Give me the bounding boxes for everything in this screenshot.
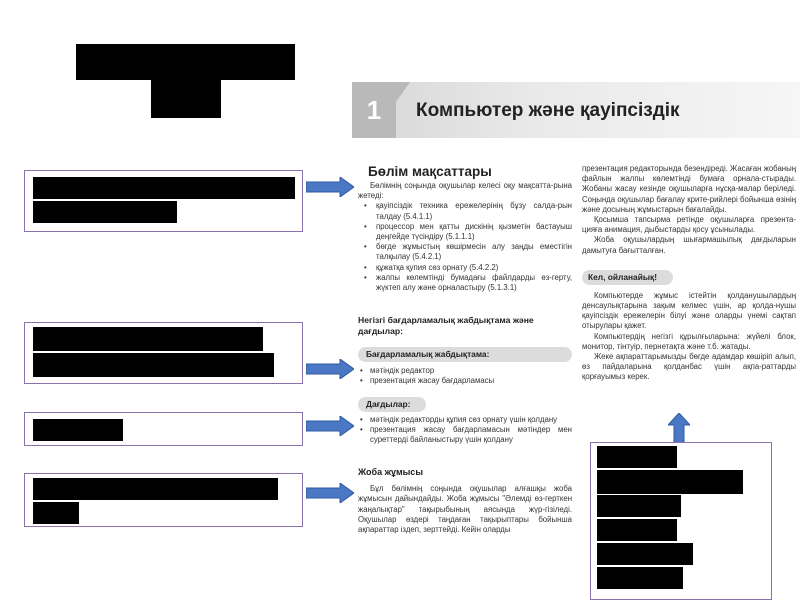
objectives-intro: Бөлімнің соңында оқушылар келесі оқу мақсатта-рына жетеді: <box>358 181 572 201</box>
chapter-number: 1 <box>352 82 396 138</box>
redacted-callout-text <box>597 567 683 589</box>
redacted-callout-text <box>597 470 743 494</box>
project-heading: Жоба жұмысы <box>358 467 423 478</box>
right-paragraph: Компьютерде жұмыс істейтін қолданушылардың денсаулықтарына зақым келмес үшін, ар қолда-нушы қауіпсіздік ережелерін білуі және оларды үнемі сақтап отырулары қажет. <box>582 290 796 331</box>
objective-item: • бөгде жұмыстың көшірмесін алу заңды еместігін талқылау (5.4.2.1) <box>358 242 572 262</box>
right-column <box>582 164 796 383</box>
think-pill-label: Кел, ойланайық! <box>582 270 673 285</box>
objectives-heading: Бөлім мақсаттары <box>368 164 492 179</box>
right-paragraph: презентация редакторында безендіреді. Жасаған жобаның файлын жалпы көлемтінді бумаға орнала-стырады. Жобаны жасау кезінде оқушыларға нұсқа-малар беріледі. Соңында оқушылар бағалау крите-рийлері бойынша өзінің және досының жұмыстарын бағалайды. <box>582 164 796 214</box>
project-text: Бұл бөлімнің соңында оқушылар алғашқы жоба жұмысын дайындайды. Жоба жұмысы "Әлемді өз-герткен жаңалықтар" тақырыбының аясында жүр-гізіледі. Оқушылар өздері таңдаған тақырыптары бойынша ақпараттар іздеп, зерттейді. Кейін оларды <box>358 484 572 535</box>
right-paragraph: Компьютердің негізгі құрылғыларына: жүйелі блок, монитор, тінтуір, пернетақта және т.б. жатады. <box>582 331 796 351</box>
software-item: • мәтіндік редактор <box>358 366 572 376</box>
arrow-right-icon <box>306 359 354 379</box>
redacted-callout-text <box>33 478 278 500</box>
redacted-callout-text <box>33 353 274 377</box>
software-item: • презентация жасау бағдарламасы <box>358 376 572 386</box>
redacted-callout-text <box>597 519 677 541</box>
callout-box-objectives <box>24 170 303 232</box>
right-paragraph: Жеке ақпараттарымызды бөгде адамдар көшіріп алып, өз пайдаларына қолданбас үшін ақпа-раттарды қорғауымыз керек. <box>582 352 796 382</box>
redacted-callout-text <box>33 419 123 441</box>
right-paragraph: Жоба оқушылардың шығармашылық дағдыларын дамытуға бағытталған. <box>582 235 796 255</box>
redacted-callout-text <box>33 502 79 524</box>
right-paragraph: Қосымша тапсырма ретінде оқушыларға презента-цияға анимация, дыбыстарды қосу ұсынылады. <box>582 215 796 235</box>
chapter-corner-decoration <box>396 82 410 102</box>
skills-pill-label: Дағдылар: <box>358 397 426 412</box>
skills-item: • презентация жасау бағдарламасын мәтіндер мен суреттерді байланыстыру үшін қолдану <box>358 425 572 445</box>
callout-box-project <box>24 473 303 527</box>
callout-box-skills <box>24 412 303 446</box>
redacted-callout-text <box>597 446 677 468</box>
redacted-callout-text <box>33 201 177 223</box>
software-heading: Негізгі бағдарламалық жабдықтама және дағдылар: <box>358 315 534 337</box>
arrow-up-icon <box>668 413 690 443</box>
redacted-callout-text <box>597 495 681 517</box>
redacted-callout-text <box>597 543 693 565</box>
arrow-right-icon <box>306 416 354 436</box>
skills-item: • мәтіндік редакторды құпия сөз орнату үшін қолдану <box>358 415 572 425</box>
chapter-title: Компьютер және қауіпсіздік <box>416 100 680 121</box>
redacted-callout-text <box>33 177 295 199</box>
arrow-right-icon <box>306 177 354 197</box>
redacted-title-line-1 <box>76 44 295 80</box>
arrow-right-icon <box>306 483 354 503</box>
redacted-callout-text <box>33 327 263 351</box>
objective-item: • құжатқа қупия сөз орнату (5.4.2.2) <box>358 263 572 273</box>
redacted-title-line-2 <box>151 80 221 118</box>
objective-item: • процессор мен қатты дискінің қызметін бастауыш деңгейде түсіндіру (5.1.1.1) <box>358 222 572 242</box>
callout-box-think <box>590 442 772 600</box>
software-pill-label: Бағдарламалық жабдықтама: <box>358 347 572 362</box>
middle-column <box>358 164 572 535</box>
callout-box-software <box>24 322 303 384</box>
objective-item: • жалпы көлемтінді бумадағы файлдарды өз-герту, жүктеп алу және орналастыру (5.1.3.1) <box>358 273 572 293</box>
objective-item: • қауіпсіздік техника ережелерінің бұзу салда-рын талдау (5.4.1.1) <box>358 201 572 221</box>
